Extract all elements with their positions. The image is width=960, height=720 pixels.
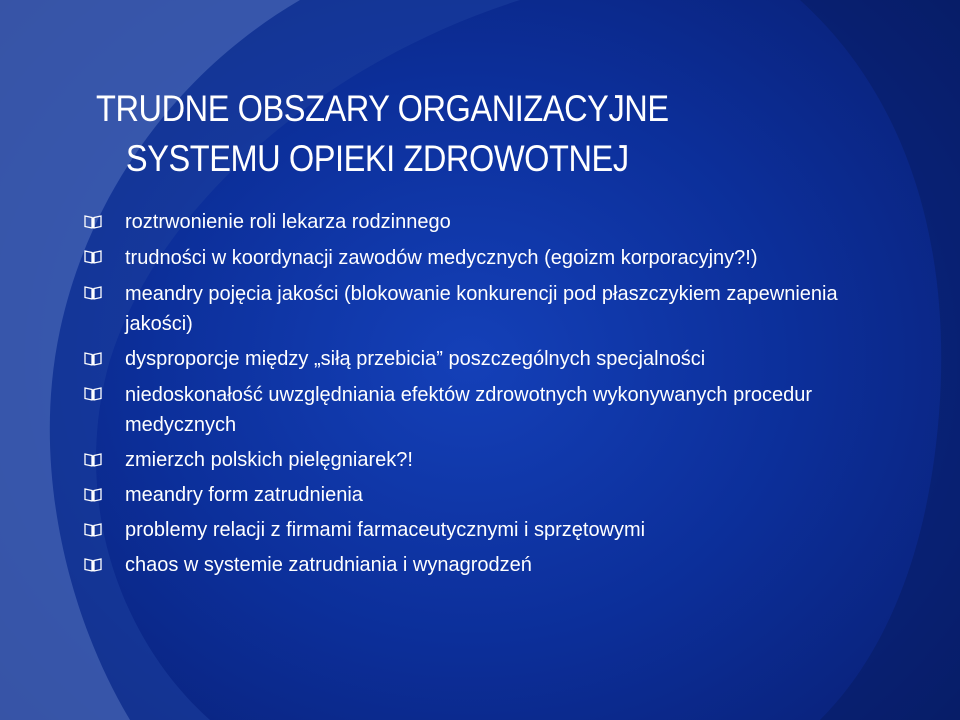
- list-item: [84, 446, 844, 475]
- list-item-text: niedoskonałość uwzględniania efektów zdrowotnych wykonywanych procedur medycznych: [125, 384, 813, 436]
- list-item: [84, 516, 844, 545]
- list-item: [84, 279, 844, 339]
- book-icon: [84, 285, 102, 301]
- list-item-text: meandry pojęcia jakości (blokowanie konkurencji pod płaszczykiem zapewnienia jakości): [125, 283, 838, 335]
- book-icon: [84, 522, 102, 538]
- title-line-1: TRUDNE OBSZARY ORGANIZACYJNE: [96, 88, 669, 129]
- book-icon: [84, 249, 102, 265]
- book-icon: [84, 557, 102, 573]
- book-icon: [84, 214, 102, 230]
- list-item-text: dysproporcje między „siłą przebicia” poszczególnych specjalności: [125, 348, 706, 370]
- list-item: [84, 481, 844, 510]
- list-item-text: meandry form zatrudnienia: [125, 484, 363, 506]
- book-icon: [84, 452, 102, 468]
- book-icon: [84, 351, 102, 367]
- list-item-text: chaos w systemie zatrudniania i wynagrodzeń: [125, 554, 532, 576]
- list-item-text: roztrwonienie roli lekarza rodzinnego: [125, 211, 451, 233]
- list-item: [84, 208, 844, 237]
- list-item-text: problemy relacji z firmami farmaceutycznymi i sprzętowymi: [125, 519, 646, 541]
- bullet-list: [84, 208, 844, 586]
- list-item: [84, 243, 844, 273]
- list-item: [84, 380, 844, 440]
- slide-title: [96, 84, 765, 184]
- list-item: [84, 345, 844, 374]
- book-icon: [84, 487, 102, 503]
- book-icon: [84, 386, 102, 402]
- list-item-text: zmierzch polskich pielęgniarek?!: [125, 449, 413, 471]
- list-item-text: trudności w koordynacji zawodów medycznych (egoizm korporacyjny?!): [125, 247, 758, 269]
- list-item: [84, 551, 844, 580]
- title-line-2: SYSTEMU OPIEKI ZDROWOTNEJ: [125, 138, 629, 179]
